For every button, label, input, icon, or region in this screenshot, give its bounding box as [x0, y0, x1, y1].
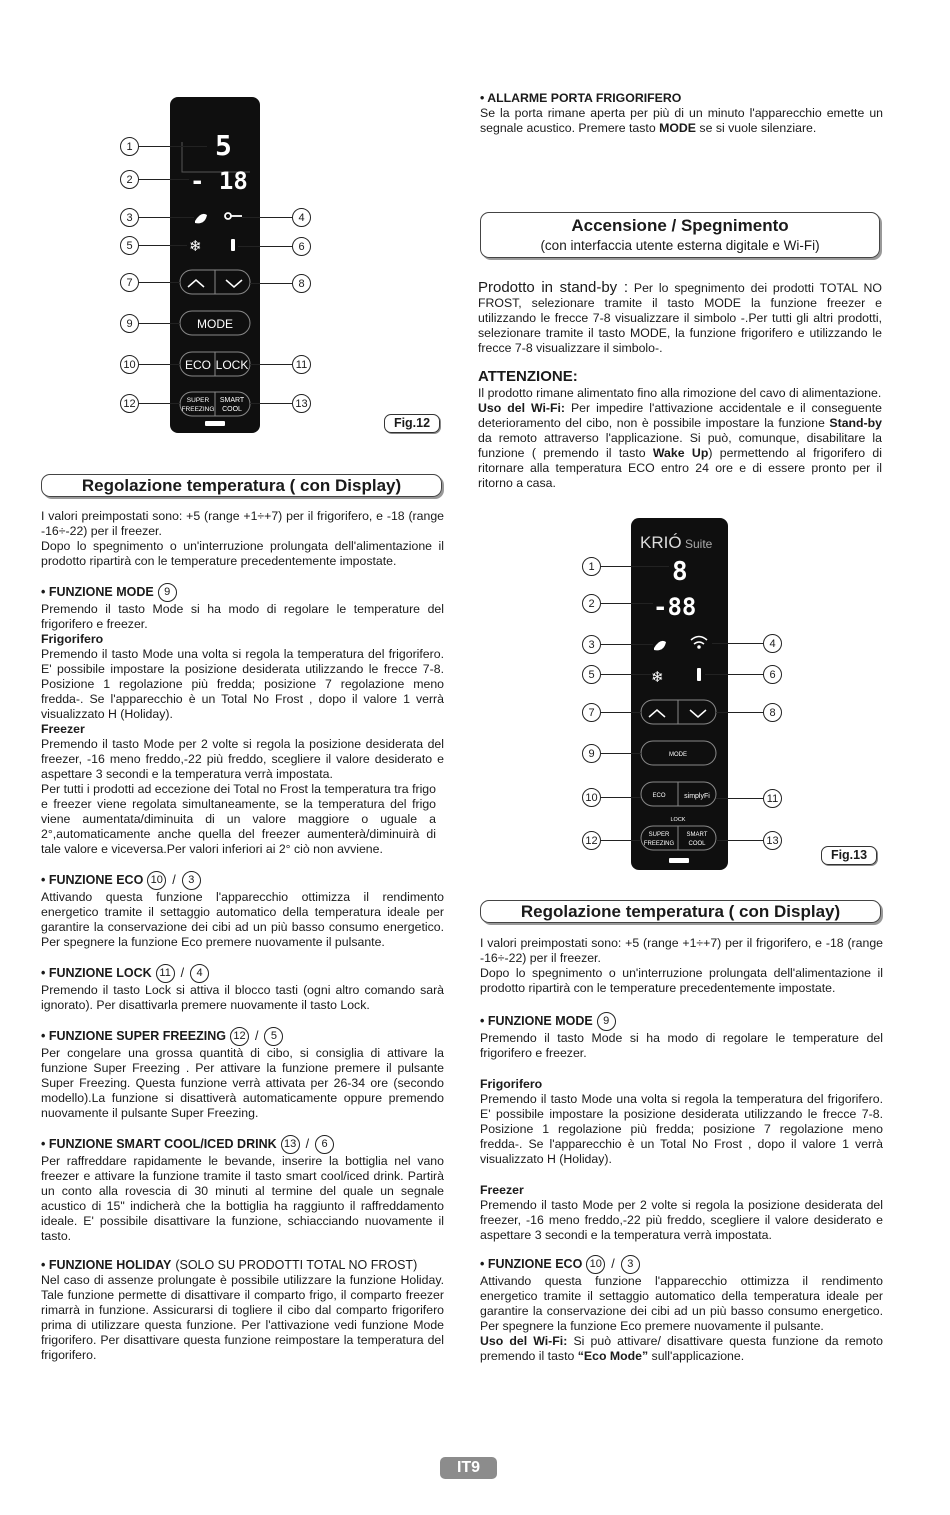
fig12-caption: Fig.12: [384, 414, 440, 433]
right-intro-1: I valori preimpostati sono: +5 (range +1÷+7) per il frigorifero, e -18 (range -16÷-22) per il freezer.: [480, 936, 883, 965]
fig13-callout-11: 11: [763, 789, 782, 808]
wifi-icon: [691, 637, 707, 649]
fig13-super-label: SUPER: [648, 832, 670, 838]
fig13-callout-5: 5: [582, 665, 601, 684]
left-lock-head: • FUNZIONE LOCK 11 / 4: [41, 964, 444, 983]
fig12-callout-10: 10: [120, 355, 139, 374]
fig12-callout-3: 3: [120, 208, 139, 227]
left-lock-num-1: 11: [156, 964, 175, 983]
right-eco-num-1: 10: [586, 1255, 605, 1274]
fig13-leader-6: [705, 674, 763, 675]
right-standby-lead: Prodotto in stand-by :: [478, 279, 628, 296]
left-eco-head: • FUNZIONE ECO 10 / 3: [41, 871, 444, 890]
fig12-leader-12: [139, 403, 180, 404]
fig12-callout-9: 9: [120, 314, 139, 333]
fig12-leader-4: [242, 217, 292, 218]
fig13-callout-12: 12: [582, 831, 601, 850]
left-sf-num-2: 5: [264, 1027, 283, 1046]
fig13-display-bottom: -88: [653, 593, 697, 621]
fig12-callout-13: 13: [292, 394, 311, 413]
right-column-standby: [478, 280, 882, 491]
fig13-leader-5: [601, 674, 651, 675]
fig12-cool-label: COOL: [222, 406, 242, 413]
fig13-leader-7: [601, 712, 641, 713]
left-freezer-text: Premendo il tasto Mode per 2 volte si regola la posizione desiderata del freezer, -16 meno freddo,-22 più freddo, scegliere il valore desiderato e aspettare 3 secondi e la temperatura verrà impostata.: [41, 737, 444, 781]
fig13-callout-7: 7: [582, 703, 601, 722]
left-column: [41, 509, 444, 1363]
left-mode-head: [41, 583, 444, 602]
left-holiday-text: Nel caso di assenze prolungate è possibile utilizzare la funzione Holiday. Tale funzione permette di disattivare il comparto frigo, il comparto freezer rimarrà in funzione. Assicurarsi di togliere il cibo dal comparto frigorifero prima di utilizzare questa funzione. Per l'attivazione vedi funzione Mode frigorifero. Per disattivare questa funzione reimpostare la temperatura del frigorifero.: [41, 1273, 444, 1362]
left-freezer-head: Freezer: [41, 722, 85, 736]
arrow-up-icon: [188, 280, 204, 287]
right-eco-text: Attivando questa funzione l'apparecchio ottimizza il rendimento energetico tramite il settaggio automatico della temperatura ideale per garantire la conservazione dei cibi ad un più basso consumo energetico. Per spegnere la funzione Eco premere nuovamente il pulsante.: [480, 1274, 883, 1333]
fig12-display-top: 5: [215, 129, 232, 162]
right-eco-wifi-text: Uso del Wi-Fi: Si può attivare/ disattivare questa funzione da remoto premendo il tasto “Eco Mode” sull'applicazione.: [480, 1334, 883, 1363]
left-eco-num-2: 3: [182, 871, 201, 890]
fig13-freezing-label: FREEZING: [643, 841, 675, 847]
fig12-callout-8: 8: [292, 274, 311, 293]
right-section-title: Regolazione temperatura ( con Display): [480, 900, 881, 923]
snowflake-icon-fig13: ❄: [651, 669, 664, 686]
left-lock-head-text: • FUNZIONE LOCK: [41, 966, 152, 980]
fig13-cool-label: COOL: [688, 841, 706, 847]
right-mode-num: 9: [597, 1012, 616, 1031]
leaf-icon: [195, 214, 207, 223]
fig13-leader-10: [601, 797, 641, 798]
fig12-callout-7: 7: [120, 273, 139, 292]
left-eco-num-1: 10: [147, 871, 166, 890]
fig13-leader-9: [601, 753, 641, 754]
arrow-down-icon-fig13: [690, 710, 706, 717]
fig13-leader-2: [601, 603, 653, 604]
left-sc-head: • FUNZIONE SMART COOL/ICED DRINK 13 / 6: [41, 1135, 444, 1154]
key-icon: [225, 213, 242, 219]
fig12-leader-2: [139, 179, 189, 180]
left-section-title: Regolazione temperatura ( con Display): [41, 474, 442, 497]
fig13-leader-12: [601, 840, 641, 841]
fig12-callout-1: 1: [120, 137, 139, 156]
arrow-down-icon: [226, 280, 242, 287]
fig12-callout-11: 11: [292, 355, 311, 374]
fig13-callout-9: 9: [582, 744, 601, 763]
left-holiday-head-text: • FUNZIONE HOLIDAY: [41, 1258, 172, 1272]
left-holiday-head-note: (SOLO SU PRODOTTI TOTAL NO FROST): [175, 1258, 418, 1272]
left-sc-head-text: • FUNZIONE SMART COOL/ICED DRINK: [41, 1137, 277, 1151]
right-alarm-text: Se la porta rimane aperta per più di un minuto l'apparecchio emette un segnale acustico. Premere tasto MODE se si vuole silenziare.: [480, 106, 883, 135]
fig12-leader-6: [238, 246, 292, 247]
fig12-leader-10: [139, 364, 180, 365]
left-mode-head-text: • FUNZIONE MODE: [41, 585, 154, 599]
left-sc-num-2: 6: [315, 1135, 334, 1154]
right-alarm-head: • ALLARME PORTA FRIGORIFERO: [480, 91, 682, 105]
fig12-leader-5: [139, 245, 187, 246]
right-standby: [478, 280, 882, 356]
onoff-title: Accensione / Spegnimento: [571, 216, 789, 235]
fig12-leader-11: [250, 364, 292, 365]
control-panel-fig12: [170, 97, 260, 433]
right-intro-2: Dopo lo spegnimento o un'interruzione prolungata dell'alimentazione il prodotto ripartirà con le temperature precedentemente impostate.: [480, 966, 883, 995]
right-eco-head-text: • FUNZIONE ECO: [480, 1257, 583, 1271]
fig12-callout-5: 5: [120, 236, 139, 255]
fig13-brand: KRIÓ: [640, 533, 682, 552]
fig13-leader-3: [601, 644, 653, 645]
left-frigo-head: Frigorifero: [41, 632, 104, 646]
left-intro-1: I valori preimpostati sono: +5 (range +1÷+7) per il frigorifero, e -18 (range -16÷-22) per il freezer.: [41, 509, 444, 538]
left-sc-num-1: 13: [281, 1135, 300, 1154]
right-freezer-head: Freezer: [480, 1183, 524, 1197]
right-frigo-head: Frigorifero: [480, 1077, 543, 1091]
fig12-freezing-label: FREEZING: [181, 406, 215, 413]
left-lock-num-2: 4: [190, 964, 209, 983]
fig13-mode-label: MODE: [669, 752, 687, 758]
fig12-callout-4: 4: [292, 208, 311, 227]
fig12-leader-9: [139, 323, 180, 324]
fig12-leader-7: [139, 282, 180, 283]
fig13-callout-4: 4: [763, 634, 782, 653]
fig12-smart-label: SMART: [219, 397, 245, 404]
panel-fig13-graphics: [631, 518, 728, 870]
left-intro-2: Dopo lo spegnimento o un'interruzione prolungata dell'alimentazione il prodotto ripartirà con le temperature precedentemente impostate.: [41, 539, 444, 568]
left-mode-num: 9: [158, 583, 177, 602]
right-mode-head: [480, 1012, 883, 1031]
fig13-leader-1: [601, 566, 669, 567]
fig12-mode-label: MODE: [197, 317, 233, 331]
fig13-display-top: 8: [672, 557, 688, 587]
left-frigo-text: Premendo il tasto Mode una volta si regola la temperatura del frigorifero. E' possibile impostare la posizione desiderata utilizzando le frecce 7-8. Posizione 1 regolazione più fredda; posizione 7 regolazione meno fredda-. Se l'apparecchio è un Total No Frost , dopo il valore 1 verrà visualizzato H (Holiday).: [41, 647, 444, 721]
fig12-eco-label: ECO: [184, 358, 212, 372]
left-mode-text: Premendo il tasto Mode si ha modo di regolare le temperature del frigorifero e freezer.: [41, 602, 444, 631]
right-wifi-text: Uso del Wi-Fi: Per impedire l'attivazione accidentale e il conseguente deterioramento del cibo, non è possibile impostare la funzione Stand-by da remoto attraverso l'applicazione. Si può, comunque, disabilitare la funzione ( premendo il tasto Wake Up) permettendo al frigorifero di ritornare alla temperatura ECO entro 24 ore e di essere pronto per il ritorno a casa.: [478, 401, 882, 490]
leaf-icon-fig13: [654, 641, 666, 650]
right-column-bottom: [480, 936, 883, 1364]
left-sf-head-text: • FUNZIONE SUPER FREEZING: [41, 1029, 226, 1043]
fig13-leader-11: [716, 798, 763, 799]
fig13-callout-2: 2: [582, 594, 601, 613]
fig13-caption: Fig.13: [821, 846, 877, 865]
right-mode-text: Premendo il tasto Mode si ha modo di regolare le temperature del frigorifero e freezer.: [480, 1031, 883, 1060]
left-sc-text: Per raffreddare rapidamente le bevande, inserire la bottiglia nel vano freezer e attivare la funzione tramite il tasto smart cool/iced drink. Partirà un conto alla rovescia di 30 minuti al termine del quale un segnale acustico di 15" indicherà che la bottiglia ha raggiunto il raffreddamento ideale. E' possibile disattivare la funzione, schiacciando nuovamente il tasto.: [41, 1154, 444, 1243]
left-sf-head: • FUNZIONE SUPER FREEZING 12 / 5: [41, 1027, 444, 1046]
snowflake-icon: ❄: [189, 238, 202, 255]
fig12-super-label: SUPER: [186, 397, 210, 404]
fig13-callout-10: 10: [582, 788, 601, 807]
right-eco-num-2: 3: [621, 1255, 640, 1274]
fig13-callout-1: 1: [582, 557, 601, 576]
left-eco-text: Attivando questa funzione l'apparecchio ottimizza il rendimento energetico tramite il settaggio automatico della temperatura ideale per garantire la conservazione dei cibi ad un più basso consumo energetico. Per spegnere la funzione Eco premere nuovamente il pulsante.: [41, 890, 444, 949]
fig13-simplyfi-label: simplyFi: [684, 793, 710, 800]
fig12-leader-1: [139, 146, 207, 147]
right-eco-head: • FUNZIONE ECO 10 / 3: [480, 1255, 883, 1274]
right-column-top: [480, 91, 883, 136]
fig13-callout-6: 6: [763, 665, 782, 684]
fig12-leader-8: [250, 283, 292, 284]
panel-fig12-graphics: [170, 97, 260, 433]
fig12-callout-2: 2: [120, 170, 139, 189]
bottle-icon-fig13: [697, 668, 701, 681]
fig13-leader-13: [716, 840, 763, 841]
onoff-subtitle: (con interfaccia utente esterna digitale e Wi-Fi): [540, 238, 820, 253]
fig13-lock-label: LOCK: [670, 817, 686, 823]
right-mode-head-text: • FUNZIONE MODE: [480, 1014, 593, 1028]
fig12-lock-label: LOCK: [215, 358, 249, 372]
arrow-up-icon-fig13: [649, 710, 665, 717]
fig12-leader-13: [250, 403, 292, 404]
left-sf-text: Per congelare una grossa quantità di cibo, si consiglia di attivare la funzione Super Freezing . Per attivare la funzione premere il pulsante Super Freezing. Questa funzione verrà attivata per 26-34 ore (secondo modello).La funzione si disattiverà automaticamente oppure premendo nuovamente il pulsante Super Freezing.: [41, 1046, 444, 1120]
right-attention-head: ATTENZIONE:: [478, 368, 578, 385]
left-freezer-text-2: Per tutti i prodotti ad eccezione dei Total no Frost la temperatura tra frigo e freezer viene regolata simultaneamente, se la temperatura del frigo viene aumentata/diminuita di un valore maggiore o uguale a 2°,automaticamente anche quella del freezer aumenterà/diminuirà di tale valore e viceversa.Per valori inferiori ai 2° ciò non avviene.: [41, 782, 436, 856]
fig13-callout-8: 8: [763, 703, 782, 722]
left-eco-head-text: • FUNZIONE ECO: [41, 873, 144, 887]
left-lock-text: Premendo il tasto Lock si attiva il blocco tasti (ogni altro comando sarà ignorato). Per disattivarla premere nuovamente il tasto Lock.: [41, 983, 444, 1012]
page-number: IT9: [440, 1457, 497, 1479]
left-sf-num-1: 12: [230, 1027, 249, 1046]
bottle-icon: [231, 239, 235, 251]
fig13-callout-13: 13: [763, 831, 782, 850]
fig12-leader-3: [139, 217, 194, 218]
right-attention-text: Il prodotto rimane alimentato fino alla rimozione del cavo di alimentazione.: [478, 386, 882, 400]
right-standby-text: Per lo spegnimento dei prodotti TOTAL NO FROST, selezionare tramite il tasto MODE la funzione freezer e utilizzando le frecce 7-8 visualizzare il simbolo -.Per tutti gli altri prodotti, selezionare tramite il tasto MODE, la funzione frigorifero e utilizzando le frecce 7-8 visualizzare il simbolo-.: [478, 281, 882, 355]
fig13-smart-label: SMART: [686, 832, 708, 838]
fig12-callout-6: 6: [292, 237, 311, 256]
fig12-display-bottom: - 18: [190, 167, 248, 195]
right-frigo-text: Premendo il tasto Mode una volta si regola la temperatura del frigorifero. E' possibile impostare la posizione desiderata utilizzando le frecce 7-8. Posizione 1 regolazione più fredda; posizione 7 regolazione meno fredda-. Se l'apparecchio è un Total No Frost , dopo il valore 1 verrà visualizzato H (Holiday).: [480, 1092, 883, 1166]
fig13-callout-3: 3: [582, 635, 601, 654]
fig13-eco-label: ECO: [652, 793, 666, 799]
fig12-callout-12: 12: [120, 394, 139, 413]
control-panel-fig13: [631, 518, 728, 870]
onoff-box: [480, 212, 880, 258]
fig13-leader-4: [712, 643, 763, 644]
right-freezer-text: Premendo il tasto Mode per 2 volte si regola la posizione desiderata del freezer, -16 meno freddo,-22 più freddo, scegliere il valore desiderato e aspettare 3 secondi e la temperatura verrà impostata.: [480, 1198, 883, 1242]
fig13-brand-suite: Suite: [685, 537, 713, 551]
fig13-leader-8: [716, 712, 763, 713]
left-holiday-head: [41, 1258, 444, 1273]
